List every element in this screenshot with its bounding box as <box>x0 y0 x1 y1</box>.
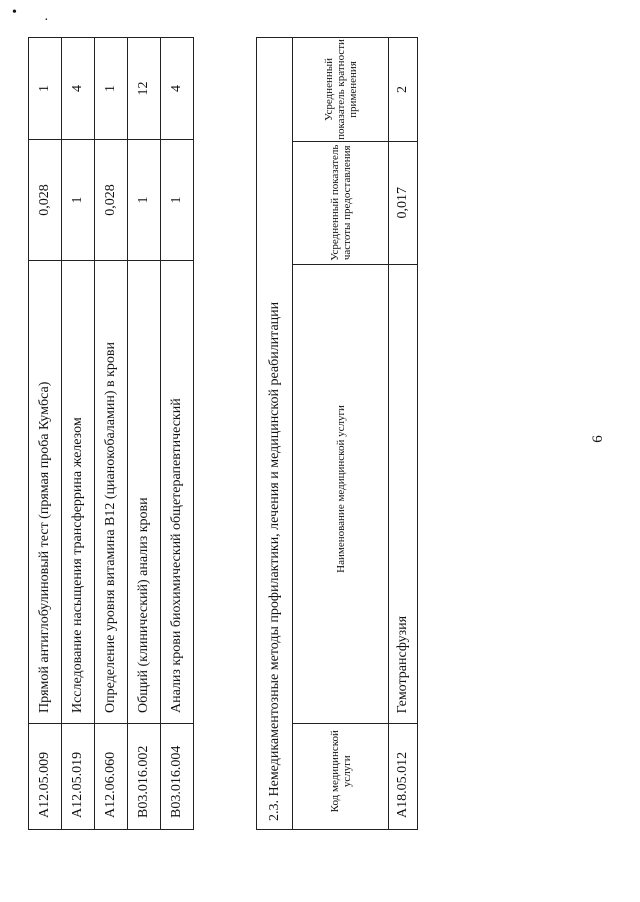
rate-value: 4 <box>62 38 95 140</box>
service-code: B03.016.002 <box>128 724 161 830</box>
service-code: A12.05.009 <box>29 724 62 830</box>
frequency-value: 0,028 <box>29 140 62 261</box>
frequency-value: 1 <box>161 140 194 261</box>
column-header-frequency: Усредненный показатель частоты предоставления <box>293 141 389 264</box>
service-name: Общий (клинический) анализ крови <box>128 260 161 723</box>
table-row <box>128 38 161 830</box>
service-name: Гемотрансфузия <box>389 264 418 724</box>
services-table-continued <box>28 37 194 830</box>
non-drug-methods-table <box>256 37 418 830</box>
service-name: Исследование насыщения трансферрина железом <box>62 260 95 723</box>
table-row <box>95 38 128 830</box>
scan-mark: • <box>12 5 17 20</box>
page-number: 6 <box>590 435 606 443</box>
column-header-name: Наименование медицинской услуги <box>293 264 389 724</box>
rate-value: 12 <box>128 38 161 140</box>
service-name: Определение уровня витамина B12 (цианокобаламин) в крови <box>95 260 128 723</box>
service-code: A12.05.019 <box>62 724 95 830</box>
section-title: 2.3. Немедикаментозные методы профилактики, лечения и медицинской реабилитации <box>257 38 293 830</box>
rate-value: 2 <box>389 38 418 142</box>
rate-value: 1 <box>29 38 62 140</box>
frequency-value: 1 <box>128 140 161 261</box>
frequency-value: 0,028 <box>95 140 128 261</box>
service-code: A12.06.060 <box>95 724 128 830</box>
table-header-row <box>293 38 389 830</box>
frequency-value: 1 <box>62 140 95 261</box>
service-name: Прямой антиглобулиновый тест (прямая проба Кумбса) <box>29 260 62 723</box>
rate-value: 1 <box>95 38 128 140</box>
table-row <box>161 38 194 830</box>
table-row <box>29 38 62 830</box>
scan-mark: · <box>44 13 49 28</box>
column-header-code: Код медицинской услуги <box>293 724 389 830</box>
frequency-value: 0,017 <box>389 141 418 264</box>
service-code: A18.05.012 <box>389 724 418 830</box>
rate-value: 4 <box>161 38 194 140</box>
service-name: Анализ крови биохимический общетерапевтический <box>161 260 194 723</box>
table-row <box>62 38 95 830</box>
table-row <box>389 38 418 830</box>
service-code: B03.016.004 <box>161 724 194 830</box>
column-header-rate: Усредненный показатель кратности применения <box>293 38 389 142</box>
